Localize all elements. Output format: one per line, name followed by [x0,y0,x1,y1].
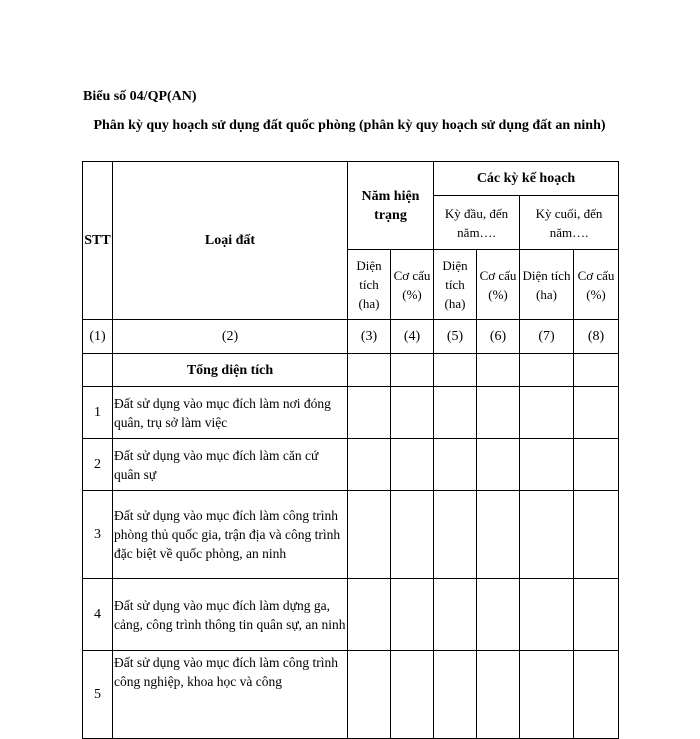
table-row [83,579,619,651]
land-use-plan-table [82,161,619,739]
column-number: (1) [83,320,113,354]
data-cell [391,579,434,651]
document-title: Phân kỳ quy hoạch sử dụng đất quốc phòng (phân kỳ quy hoạch sử dụng đất an ninh) [93,118,606,133]
data-cell [434,651,477,739]
header-structure-last: Cơ cấu (%) [574,250,619,320]
data-cell [574,354,619,387]
data-cell [520,579,574,651]
data-cell [477,354,520,387]
data-cell [520,439,574,491]
data-cell [520,387,574,439]
column-number: (8) [574,320,619,354]
row-stt: 3 [83,491,113,579]
data-cell [391,354,434,387]
row-land-type: Đất sử dụng vào mục đích làm nơi đóng quân, trụ sở làm việc [113,387,348,439]
data-cell [477,439,520,491]
row-stt: 5 [83,651,113,739]
data-cell [434,354,477,387]
data-cell [348,354,391,387]
data-cell [434,439,477,491]
header-structure-first: Cơ cấu (%) [477,250,520,320]
data-cell [520,354,574,387]
data-cell [391,651,434,739]
data-cell [434,387,477,439]
row-stt: 4 [83,579,113,651]
data-cell [574,651,619,739]
data-cell [391,491,434,579]
column-number: (7) [520,320,574,354]
data-cell [348,651,391,739]
column-number: (5) [434,320,477,354]
data-cell [434,579,477,651]
data-cell [520,491,574,579]
data-cell [520,651,574,739]
table-row [83,651,619,739]
row-land-type: Đất sử dụng vào mục đích làm công trình công nghiệp, khoa học và công [113,651,348,739]
form-code: Biểu số 04/QP(AN) [83,89,197,104]
table-row [83,439,619,491]
header-stt: STT [83,162,113,320]
data-cell [574,491,619,579]
total-stt-cell [83,354,113,387]
header-structure-current: Cơ cấu (%) [391,250,434,320]
header-area-first: Diện tích (ha) [434,250,477,320]
column-number: (4) [391,320,434,354]
row-stt: 1 [83,387,113,439]
table-row [83,491,619,579]
table-row [83,387,619,439]
row-land-type: Đất sử dụng vào mục đích làm công trình phòng thủ quốc gia, trận địa và công trình đặc biệt về quốc phòng, an ninh [113,491,348,579]
data-cell [574,439,619,491]
data-cell [391,387,434,439]
data-cell [348,491,391,579]
data-cell [434,491,477,579]
data-cell [574,387,619,439]
data-cell [477,651,520,739]
header-plan-periods: Các kỳ kế hoạch [434,162,619,196]
data-cell [477,579,520,651]
row-stt: 2 [83,439,113,491]
data-cell [477,387,520,439]
data-cell [574,579,619,651]
header-land-type: Loại đất [113,162,348,320]
column-number: (3) [348,320,391,354]
data-cell [477,491,520,579]
data-cell [391,439,434,491]
row-land-type: Đất sử dụng vào mục đích làm căn cứ quân sự [113,439,348,491]
header-last-period: Kỳ cuối, đến năm…. [520,196,619,250]
data-cell [348,579,391,651]
header-first-period: Kỳ đầu, đến năm…. [434,196,520,250]
column-number: (6) [477,320,520,354]
row-land-type: Đất sử dụng vào mục đích làm dựng ga, cảng, công trình thông tin quân sự, an ninh [113,579,348,651]
data-cell [348,439,391,491]
header-area-current: Diện tích (ha) [348,250,391,320]
header-area-last: Diện tích (ha) [520,250,574,320]
total-area-label: Tổng diện tích [113,354,348,387]
header-current-year: Năm hiện trạng [348,162,434,250]
data-cell [348,387,391,439]
column-number: (2) [113,320,348,354]
